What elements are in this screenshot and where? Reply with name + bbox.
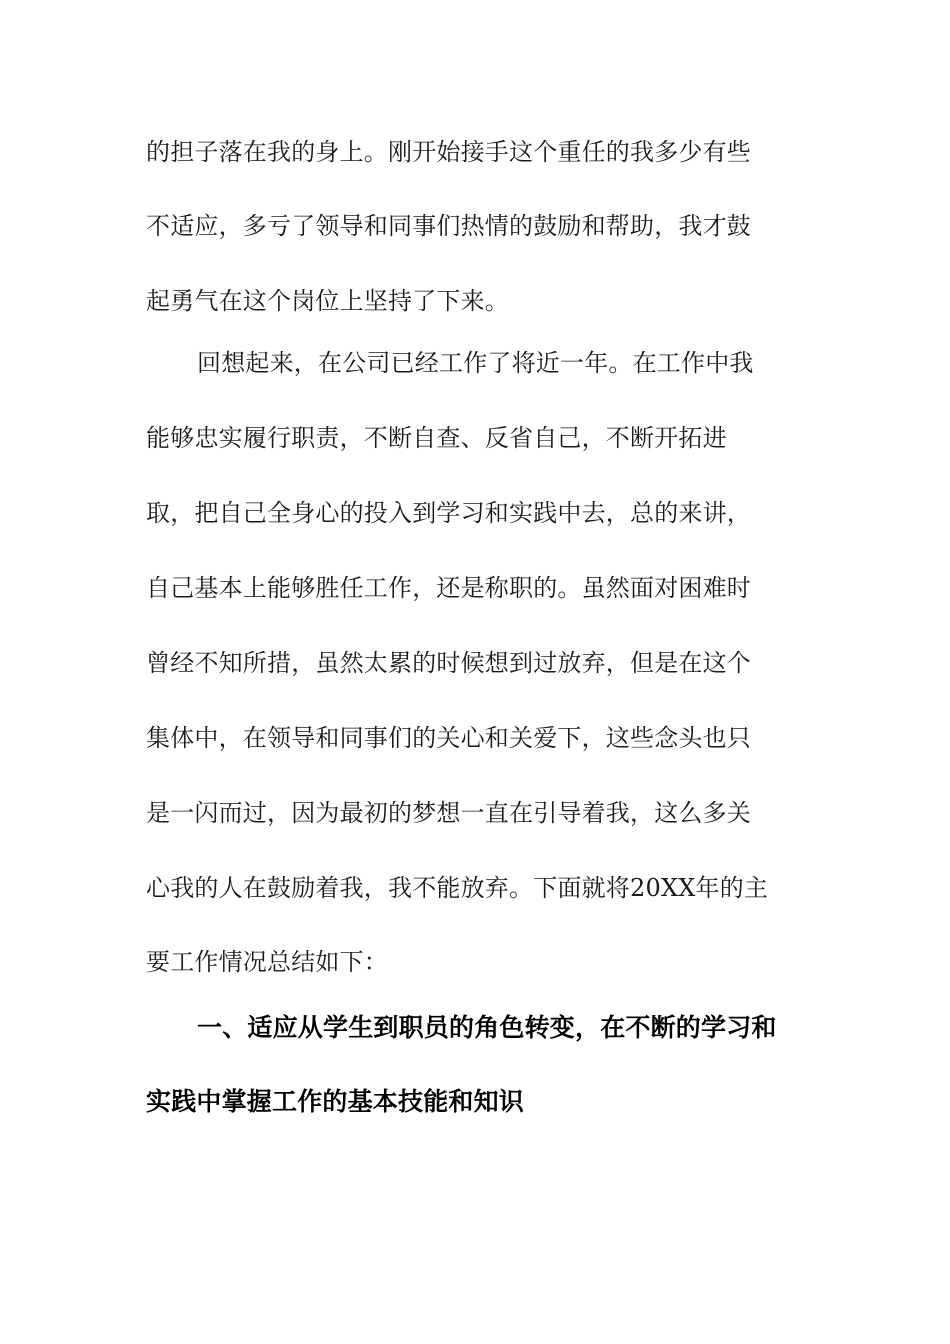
paragraph-2-line-3: 取，把自己全身心的投入到学习和实践中去，总的来讲，: [146, 499, 751, 527]
paragraph-1-line-1: 的担子落在我的身上。刚开始接手这个重任的我多少有些: [146, 138, 751, 166]
paragraph-2-line-7: 是一闪而过，因为最初的梦想一直在引导着我，这么多关: [146, 799, 751, 827]
paragraph-2-line-4: 自己基本上能够胜任工作，还是称职的。虽然面对困难时: [146, 574, 751, 602]
paragraph-2-line-1: 回想起来，在公司已经工作了将近一年。在工作中我: [197, 349, 754, 377]
paragraph-2-line-8: 心我的人在鼓励着我，我不能放弃。下面就将20XX年的主: [146, 874, 769, 902]
paragraph-1-line-3: 起勇气在这个岗位上坚持了下来。: [146, 287, 509, 315]
paragraph-2-line-9: 要工作情况总结如下：: [146, 948, 388, 976]
paragraph-2-line-5: 曾经不知所措，虽然太累的时候想到过放弃，但是在这个: [146, 649, 751, 677]
paragraph-2-line-2: 能够忠实履行职责，不断自查、反省自己，不断开拓进: [146, 424, 727, 452]
paragraph-1-line-2: 不适应，多亏了领导和同事们热情的鼓励和帮助，我才鼓: [146, 212, 751, 240]
paragraph-2-line-6: 集体中，在领导和同事们的关心和关爱下，这些念头也只: [146, 724, 751, 752]
section-heading-line-1: 一、适应从学生到职员的角色转变，在不断的学习和: [197, 1013, 777, 1042]
section-heading-line-2: 实践中掌握工作的基本技能和知识: [146, 1087, 525, 1116]
